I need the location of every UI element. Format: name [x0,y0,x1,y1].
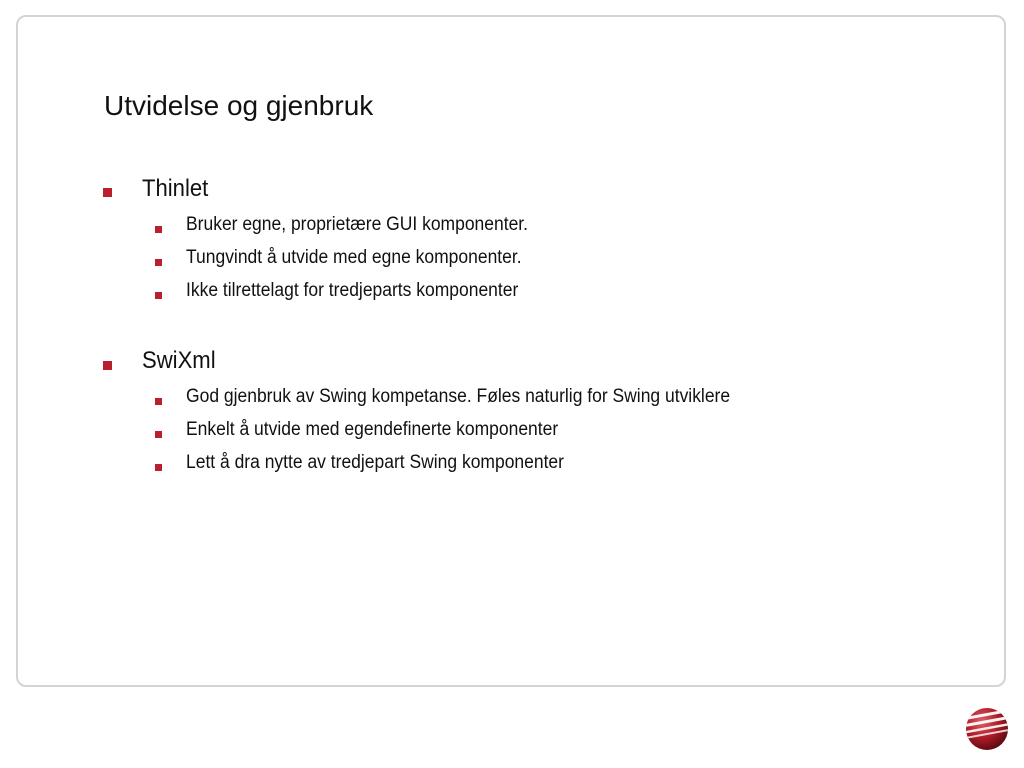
list-item: Ikke tilrettelagt for tredjeparts komponenter [186,280,519,301]
list-item: Lett å dra nytte av tredjepart Swing komponenter [186,452,564,473]
bullet-marker [103,188,112,197]
bullet-marker [155,226,162,233]
bullet-marker [155,259,162,266]
striped-sphere-logo-icon [965,707,1009,751]
list-item: Bruker egne, proprietære GUI komponenter. [186,214,529,235]
bullet-marker [155,431,162,438]
bullet-marker [103,361,112,370]
bullet-marker [155,398,162,405]
section-heading-swixml: SwiXml [142,347,216,374]
slide-title: Utvidelse og gjenbruk [104,90,374,121]
list-item: Tungvindt å utvide med egne komponenter. [186,247,522,268]
list-item: God gjenbruk av Swing kompetanse. Føles naturlig for Swing utviklere [186,386,731,407]
bullet-marker [155,292,162,299]
bullet-marker [155,464,162,471]
section-heading-thinlet: Thinlet [142,175,209,202]
list-item: Enkelt å utvide med egendefinerte komponenter [186,419,559,440]
